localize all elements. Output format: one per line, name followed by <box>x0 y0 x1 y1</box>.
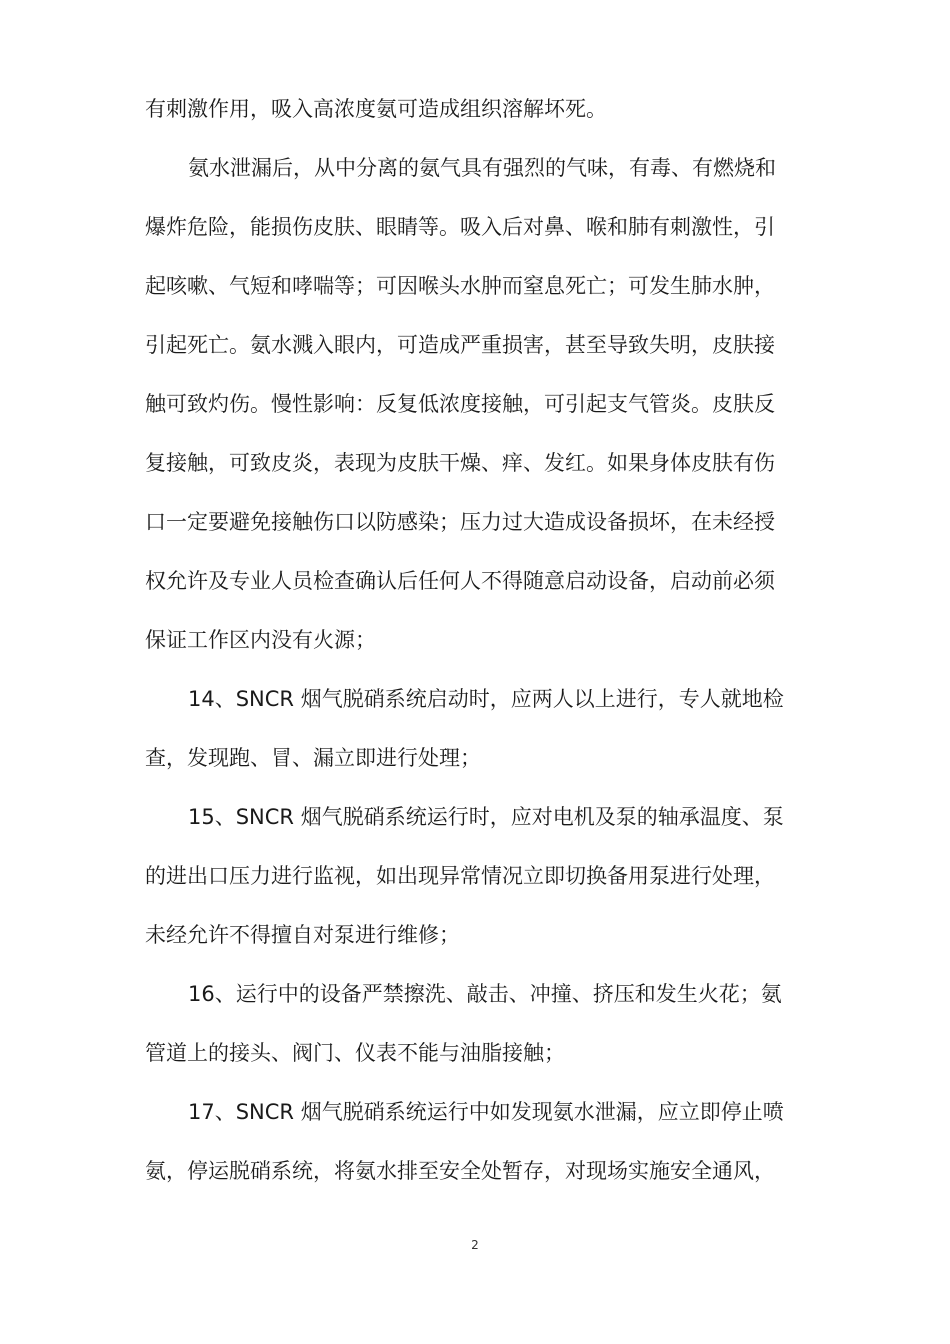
text-line: 查，发现跑、冒、漏立即进行处理； <box>145 746 481 770</box>
text-line: 氨，停运脱硝系统，将氨水排至安全处暂存，对现场实施安全通风， <box>145 1159 775 1183</box>
text-line: 爆炸危险，能损伤皮肤、眼睛等。吸入后对鼻、喉和肺有刺激性，引 <box>145 215 775 239</box>
text-line: 氨水泄漏后，从中分离的氨气具有强烈的气味，有毒、有燃烧和 <box>188 156 776 180</box>
text-line: 16、运行中的设备严禁擦洗、敲击、冲撞、挤压和发生火花；氨 <box>188 982 782 1006</box>
text-line: 复接触，可致皮炎，表现为皮肤干燥、痒、发红。如果身体皮肤有伤 <box>145 451 775 475</box>
text-line: 保证工作区内没有火源； <box>145 628 376 652</box>
text-line: 14、SNCR 烟气脱硝系统启动时，应两人以上进行，专人就地检 <box>188 687 784 711</box>
text-line: 17、SNCR 烟气脱硝系统运行中如发现氨水泄漏，应立即停止喷 <box>188 1100 784 1124</box>
text-line: 的进出口压力进行监视，如出现异常情况立即切换备用泵进行处理， <box>145 864 775 888</box>
text-line: 权允许及专业人员检查确认后任何人不得随意启动设备，启动前必须 <box>145 569 775 593</box>
page-number: 2 <box>471 1238 479 1252</box>
text-line: 15、SNCR 烟气脱硝系统运行时，应对电机及泵的轴承温度、泵 <box>188 805 784 829</box>
text-line: 引起死亡。氨水溅入眼内，可造成严重损害，甚至导致失明，皮肤接 <box>145 333 775 357</box>
text-line: 有刺激作用，吸入高浓度氨可造成组织溶解坏死。 <box>145 97 607 121</box>
text-line: 未经允许不得擅自对泵进行维修； <box>145 923 460 947</box>
text-line: 触可致灼伤。慢性影响：反复低浓度接触，可引起支气管炎。皮肤反 <box>145 392 775 416</box>
text-line: 起咳嗽、气短和哮喘等；可因喉头水肿而窒息死亡；可发生肺水肿， <box>145 274 775 298</box>
text-line: 口一定要避免接触伤口以防感染；压力过大造成设备损坏，在未经授 <box>145 510 775 534</box>
text-line: 管道上的接头、阀门、仪表不能与油脂接触； <box>145 1041 565 1065</box>
